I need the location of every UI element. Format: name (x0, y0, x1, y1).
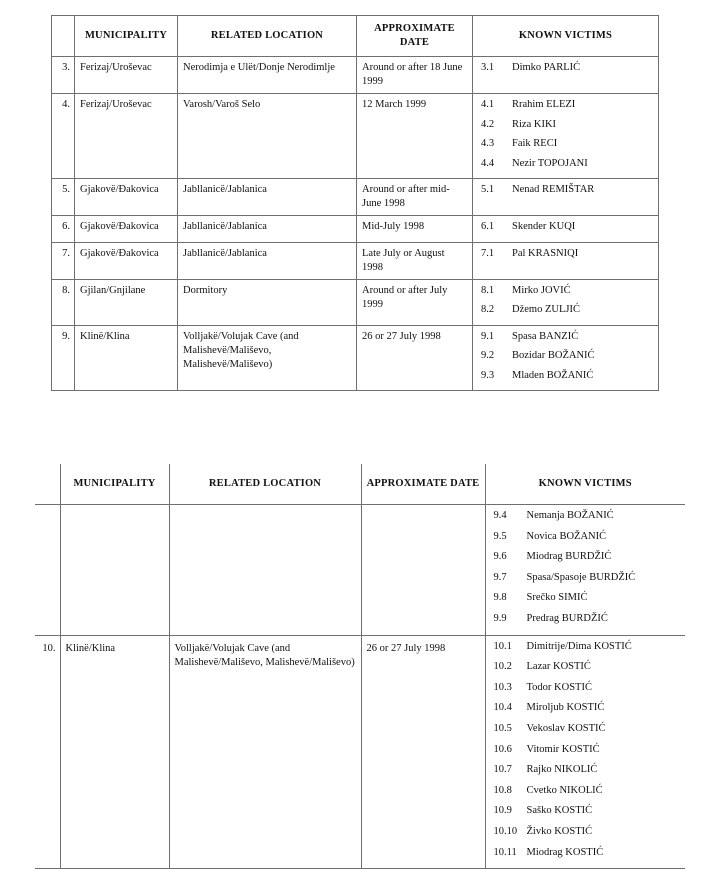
victim-name: Vitomir KOSTIĆ (526, 743, 600, 755)
victim-number: 9.3 (481, 369, 495, 381)
header-approximate-date: APPROXIMATE DATE (361, 464, 485, 505)
related-location-cell: Volljakë/Volujak Cave (and Malishevë/Mališevo, Malishevë/Mališevo) (178, 325, 357, 391)
known-victims-cell (473, 57, 659, 94)
victim-name: Saško KOSTIĆ (526, 805, 593, 817)
related-location-cell: Varosh/Varoš Selo (178, 94, 357, 179)
related-location-cell: Nerodimja e Ulët/Donje Nerodimlje (178, 57, 357, 94)
row-number: 8. (52, 279, 75, 325)
header-municipality: MUNICIPALITY (75, 16, 178, 57)
victim-number: 10.6 (493, 743, 512, 755)
victim-entry (481, 118, 654, 138)
victim-number: 10.5 (493, 722, 512, 734)
victim-name: Miroljub KOSTIĆ (526, 702, 605, 714)
victim-name: Spasa/Spasoje BURDŽIĆ (526, 571, 636, 583)
victim-entry (481, 183, 654, 203)
municipality-cell: Gjakovë/Đakovica (75, 242, 178, 279)
table-row (52, 279, 659, 325)
victim-number: 8.1 (481, 284, 495, 296)
victim-name: Miodrag KOSTIĆ (526, 846, 604, 858)
victim-number: 4.4 (481, 157, 495, 169)
related-location-cell: Dormitory (178, 279, 357, 325)
victim-entry (481, 303, 654, 323)
victim-number: 4.3 (481, 138, 495, 149)
victim-name: Rajko NIKOLIĆ (526, 764, 598, 776)
victim-name: Riza KIKI (512, 118, 557, 130)
victim-name: Cvetko NIKOLIĆ (526, 784, 603, 796)
victim-name: Srečko SIMIĆ (526, 592, 588, 604)
related-location-cell: Volljakë/Volujak Cave (and Malishevë/Mališevo, Malishevë/Mališevo) (169, 635, 361, 869)
victim-entry (481, 330, 654, 350)
municipality-cell: Klinë/Klina (60, 635, 169, 869)
victim-name: Spasa BANZIĆ (512, 330, 579, 342)
municipality-cell: Gjakovë/Đakovica (75, 179, 178, 216)
victim-entry (494, 763, 682, 784)
victim-number: 10.1 (493, 640, 512, 652)
victim-name: Vekoslav KOSTIĆ (526, 722, 606, 734)
victim-entry (494, 846, 682, 867)
row-number: 4. (52, 94, 75, 179)
victim-entry (494, 722, 682, 743)
victim-name: Bozidar BOŽANIĆ (512, 350, 595, 361)
known-victims-cell (473, 242, 659, 279)
victim-name: Nenad REMIŠTAR (512, 184, 595, 195)
victim-entry (494, 640, 682, 661)
related-location-cell: Jabllanicë/Jablanica (178, 242, 357, 279)
table-row (52, 242, 659, 279)
approximate-date-cell: Around or after 18 June 1999 (357, 57, 473, 94)
municipality-cell: Ferizaj/Uroševac (75, 94, 178, 179)
known-victims-cell (473, 325, 659, 391)
victim-entry (481, 61, 654, 81)
victim-entry (494, 825, 682, 846)
victim-name: Dimko PARLIĆ (512, 62, 581, 73)
victim-entry (481, 157, 654, 177)
victim-number: 4.2 (481, 118, 495, 130)
victim-entry (494, 804, 682, 825)
row-number (35, 505, 60, 636)
row-number: 6. (52, 216, 75, 243)
victim-number: 9.9 (493, 612, 507, 624)
victim-name: Lazar KOSTIĆ (526, 661, 591, 673)
table-row (52, 94, 659, 179)
victim-entry (494, 509, 682, 530)
victim-number: 10.7 (493, 764, 512, 776)
victim-entry (494, 681, 682, 702)
table-row (52, 57, 659, 94)
table-header-row (52, 16, 659, 57)
table-header-row (35, 464, 685, 505)
victim-name: Skender KUQI (512, 221, 576, 232)
approximate-date-cell (361, 505, 485, 636)
victim-name: Nezir TOPOJANI (512, 157, 588, 169)
victim-number: 9.4 (493, 510, 507, 521)
victim-entry (494, 591, 682, 612)
victim-entry (481, 98, 654, 118)
municipality-cell (60, 505, 169, 636)
victim-name: Rrahim ELEZI (512, 99, 576, 110)
victim-number: 9.2 (481, 350, 495, 361)
victims-table-part-1 (51, 15, 659, 391)
victim-entry (481, 137, 654, 157)
victim-number: 10.2 (493, 661, 512, 673)
header-municipality: MUNICIPALITY (60, 464, 169, 505)
victim-number: 6.1 (481, 221, 495, 232)
approximate-date-cell: Late July or August 1998 (357, 242, 473, 279)
victim-entry (494, 660, 682, 681)
victim-entry (494, 571, 682, 592)
victim-number: 9.6 (493, 551, 507, 563)
municipality-cell: Klinë/Klina (75, 325, 178, 391)
header-known-victims: KNOWN VICTIMS (485, 464, 685, 505)
victim-number: 10.10 (493, 825, 518, 837)
related-location-cell (169, 505, 361, 636)
victim-entry (494, 530, 682, 551)
victim-name: Dimitrije/Dima KOSTIĆ (526, 640, 632, 652)
table-row (52, 216, 659, 243)
victim-entry (481, 247, 654, 267)
victim-entry (494, 701, 682, 722)
victim-number: 7.1 (481, 247, 495, 259)
header-number (35, 464, 60, 505)
header-related-location: RELATED LOCATION (178, 16, 357, 57)
row-number: 9. (52, 325, 75, 391)
known-victims-cell (473, 179, 659, 216)
victim-name: Predrag BURDŽIĆ (526, 612, 608, 624)
victim-name: Pal KRASNIQI (512, 247, 579, 259)
victims-table-part-2 (35, 464, 685, 869)
victim-number: 9.8 (493, 592, 507, 604)
victim-number: 9.5 (493, 530, 507, 542)
table-row (35, 505, 685, 636)
victim-number: 4.1 (481, 99, 495, 110)
victim-name: Faik RECI (512, 138, 558, 149)
victim-name: Nemanja BOŽANIĆ (526, 510, 614, 521)
municipality-cell: Gjakovë/Đakovica (75, 216, 178, 243)
related-location-cell: Jabllanicë/Jablanica (178, 216, 357, 243)
victim-number: 10.8 (493, 784, 512, 796)
row-number: 3. (52, 57, 75, 94)
victim-name: Miodrag BURDŽIĆ (526, 551, 612, 563)
header-approximate-date: APPROXIMATE DATE (357, 16, 473, 57)
known-victims-cell (473, 216, 659, 243)
known-victims-cell (485, 635, 685, 869)
approximate-date-cell: 26 or 27 July 1998 (357, 325, 473, 391)
approximate-date-cell: Mid-July 1998 (357, 216, 473, 243)
victim-name: Živko KOSTIĆ (526, 825, 593, 837)
victim-number: 8.2 (481, 304, 495, 315)
known-victims-cell (473, 94, 659, 179)
victim-number: 3.1 (481, 62, 495, 73)
header-related-location: RELATED LOCATION (169, 464, 361, 505)
victim-entry (494, 784, 682, 805)
victim-entry (494, 612, 682, 633)
victim-entry (481, 369, 654, 389)
table-row (52, 179, 659, 216)
known-victims-cell (473, 279, 659, 325)
municipality-cell: Ferizaj/Uroševac (75, 57, 178, 94)
victim-number: 9.7 (493, 571, 507, 583)
victim-entry (481, 284, 654, 304)
victim-number: 10.3 (493, 681, 512, 693)
row-number: 7. (52, 242, 75, 279)
victim-number: 10.9 (493, 805, 512, 817)
victim-number: 10.11 (493, 846, 517, 858)
victim-number: 10.4 (493, 702, 512, 714)
victim-name: Todor KOSTIĆ (526, 681, 592, 693)
victim-name: Mladen BOŽANIĆ (512, 369, 594, 381)
approximate-date-cell: Around or after July 1999 (357, 279, 473, 325)
victim-number: 5.1 (481, 184, 495, 195)
header-number (52, 16, 75, 57)
approximate-date-cell: Around or after mid-June 1998 (357, 179, 473, 216)
municipality-cell: Gjilan/Gnjilane (75, 279, 178, 325)
victim-entry (481, 349, 654, 369)
row-number: 5. (52, 179, 75, 216)
related-location-cell: Jabllanicë/Jablanica (178, 179, 357, 216)
victim-name: Novica BOŽANIĆ (526, 530, 607, 542)
header-known-victims: KNOWN VICTIMS (473, 16, 659, 57)
known-victims-cell (485, 505, 685, 636)
victim-name: Mirko JOVIĆ (512, 284, 571, 296)
approximate-date-cell: 12 March 1999 (357, 94, 473, 179)
table-row (52, 325, 659, 391)
victim-number: 9.1 (481, 330, 495, 342)
approximate-date-cell: 26 or 27 July 1998 (361, 635, 485, 869)
row-number: 10. (35, 635, 60, 869)
victim-entry (481, 220, 654, 240)
victim-name: Džemo ZULJIĆ (512, 304, 580, 315)
table-row (35, 635, 685, 869)
victim-entry (494, 743, 682, 764)
victim-entry (494, 550, 682, 571)
